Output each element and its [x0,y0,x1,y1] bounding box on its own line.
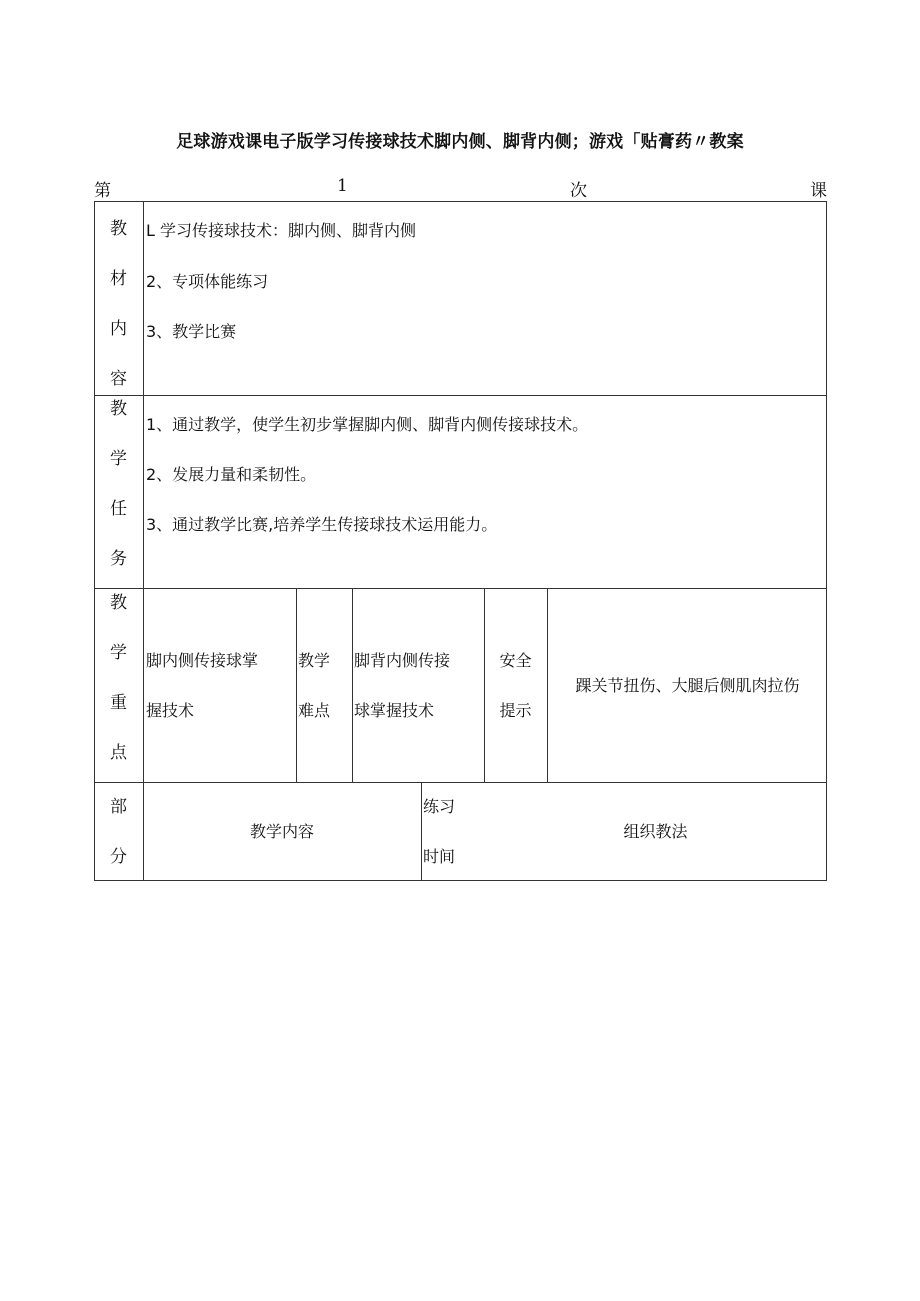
lesson-class: 课 [810,181,827,201]
difficulty-text: 脚背内侧传接 球掌握技术 [354,651,451,720]
teaching-material-item: L 学习传接球技术：脚内侧、脚背内侧 [146,221,417,240]
lesson-plan-table [94,201,827,881]
header-row-divider [421,782,422,881]
key-points-label: 教 学 重 点 [110,593,127,763]
row-divider-2 [94,588,827,589]
teaching-task-item: 1、通过教学，使学生初步掌握脚内侧、脚背内侧传接球技术。 [146,415,589,434]
teaching-content-header: 教学内容 [249,822,314,841]
part-label: 部 分 [110,797,127,867]
teaching-task-item: 2、发展力量和柔韧性。 [146,465,317,484]
teaching-material-item: 3、教学比赛 [146,322,237,341]
lesson-number: 1 [337,176,348,196]
lesson-times: 次 [570,181,587,201]
teaching-material-label: 教 材 内 容 [110,219,127,389]
key-point-text: 脚内侧传接球掌 握技术 [146,651,259,720]
teaching-task-item: 3、通过教学比赛,培养学生传接球技术运用能力。 [146,515,498,534]
difficulty-label: 教学 难点 [298,651,331,720]
key-points-divider-1 [296,588,297,782]
lesson-number-line [94,176,827,200]
row-divider-1 [94,395,827,396]
key-points-divider-2 [352,588,353,782]
label-column-divider [143,201,144,881]
practice-time-header: 练习 时间 [423,797,456,866]
teaching-material-item: 2、专项体能练习 [146,272,269,291]
document-title: 足球游戏课电子版学习传接球技术脚内侧、脚背内侧；游戏「贴膏药〃教案 [176,132,744,152]
teaching-tasks-label: 教 学 任 务 [110,399,127,569]
organization-method-header: 组织教法 [623,822,688,841]
lesson-prefix: 第 [94,181,111,201]
safety-text: 踝关节扭伤、大腿后侧肌肉拉伤 [575,676,800,695]
safety-label: 安全 提示 [499,651,532,720]
